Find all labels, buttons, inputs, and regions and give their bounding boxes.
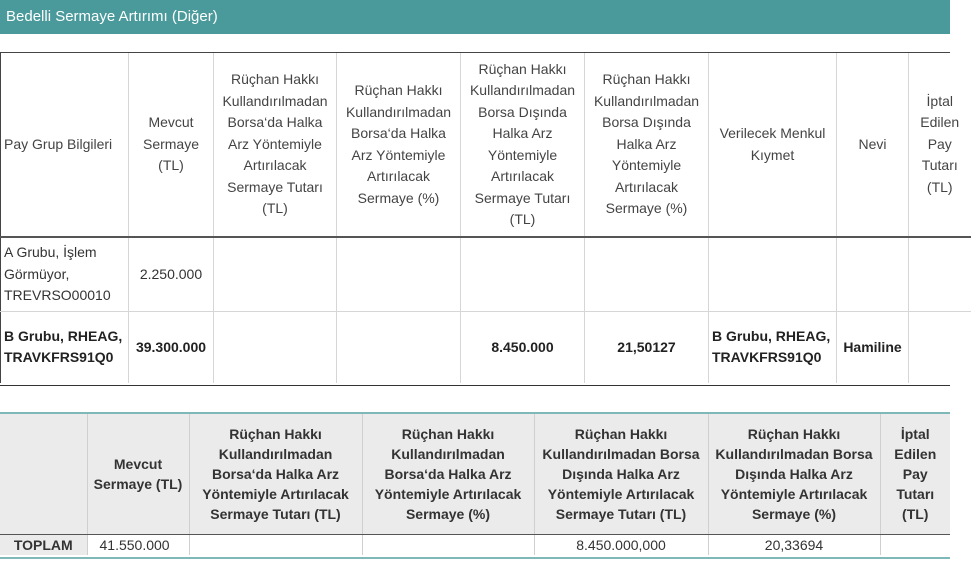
table-cell — [214, 311, 337, 383]
table-cell: 39.300.000 — [129, 311, 214, 383]
table-header-row — [1, 53, 971, 237]
totals-table-container — [0, 412, 950, 559]
column-header: Rüçhan Hakkı Kullandırılmadan Borsa Dışında Halka Arz Yöntemiyle Artırılacak Sermaye Tutarı (TL) — [534, 414, 708, 534]
group-info-table-container — [0, 52, 960, 386]
table-cell — [909, 237, 971, 311]
table-header-row — [0, 414, 950, 534]
column-header: Nevi — [837, 53, 909, 237]
column-header: Mevcut Sermaye (TL) — [129, 53, 214, 237]
table-row — [1, 311, 971, 383]
table-cell: B Grubu, RHEAG, TRAVKFRS91Q0 — [1, 311, 129, 383]
table-cell: 8.450.000 — [461, 311, 585, 383]
column-header: Rüçhan Hakkı Kullandırılmadan Borsa Dışında Halka Arz Yöntemiyle Artırılacak Sermaye (%) — [708, 414, 880, 534]
table-cell — [189, 534, 362, 555]
table-cell — [709, 237, 837, 311]
table-cell — [909, 311, 971, 383]
table-cell — [880, 534, 950, 555]
column-header: Rüçhan Hakkı Kullandırılmadan Borsa‘da Halka Arz Yöntemiyle Artırılacak Sermaye (%) — [362, 414, 534, 534]
total-row — [0, 534, 950, 555]
table-cell: A Grubu, İşlem Görmüyor, TREVRSO00010 — [1, 237, 129, 311]
column-header: Rüçhan Hakkı Kullandırılmadan Borsa‘da Halka Arz Yöntemiyle Artırılacak Sermaye (%) — [337, 53, 461, 237]
column-header: Pay Grup Bilgileri — [1, 53, 129, 237]
section-title: Bedelli Sermaye Artırımı (Diğer) — [6, 8, 218, 25]
column-header — [0, 414, 87, 534]
table-cell — [214, 237, 337, 311]
table-cell — [362, 534, 534, 555]
column-header: İptal Edilen Pay Tutarı (TL) — [880, 414, 950, 534]
column-header: Rüçhan Hakkı Kullandırılmadan Borsa Dışında Halka Arz Yöntemiyle Artırılacak Sermaye Tutarı (TL) — [461, 53, 585, 237]
group-info-table — [0, 53, 971, 383]
table-cell: 21,50127 — [585, 311, 709, 383]
column-header: Verilecek Menkul Kıymet — [709, 53, 837, 237]
column-header: İptal Edilen Pay Tutarı (TL) — [909, 53, 971, 237]
table-cell: B Grubu, RHEAG, TRAVKFRS91Q0 — [709, 311, 837, 383]
table-cell: Hamiline — [837, 311, 909, 383]
column-header: Rüçhan Hakkı Kullandırılmadan Borsa‘da Halka Arz Yöntemiyle Artırılacak Sermaye Tutarı (TL) — [189, 414, 362, 534]
table-cell — [337, 237, 461, 311]
section-title-banner — [0, 0, 950, 34]
table-cell — [837, 237, 909, 311]
column-header: Rüçhan Hakkı Kullandırılmadan Borsa‘da Halka Arz Yöntemiyle Artırılacak Sermaye Tutarı (TL) — [214, 53, 337, 237]
table-cell — [461, 237, 585, 311]
table-row — [1, 237, 971, 311]
table-cell — [337, 311, 461, 383]
table-cell: 2.250.000 — [129, 237, 214, 311]
table-cell: 20,33694 — [708, 534, 880, 555]
table-cell: 8.450.000,000 — [534, 534, 708, 555]
table-cell — [585, 237, 709, 311]
total-label: TOPLAM — [0, 534, 87, 555]
column-header: Mevcut Sermaye (TL) — [87, 414, 189, 534]
totals-table — [0, 414, 950, 555]
table-cell: 41.550.000 — [87, 534, 189, 555]
column-header: Rüçhan Hakkı Kullandırılmadan Borsa Dışında Halka Arz Yöntemiyle Artırılacak Sermaye (%) — [585, 53, 709, 237]
